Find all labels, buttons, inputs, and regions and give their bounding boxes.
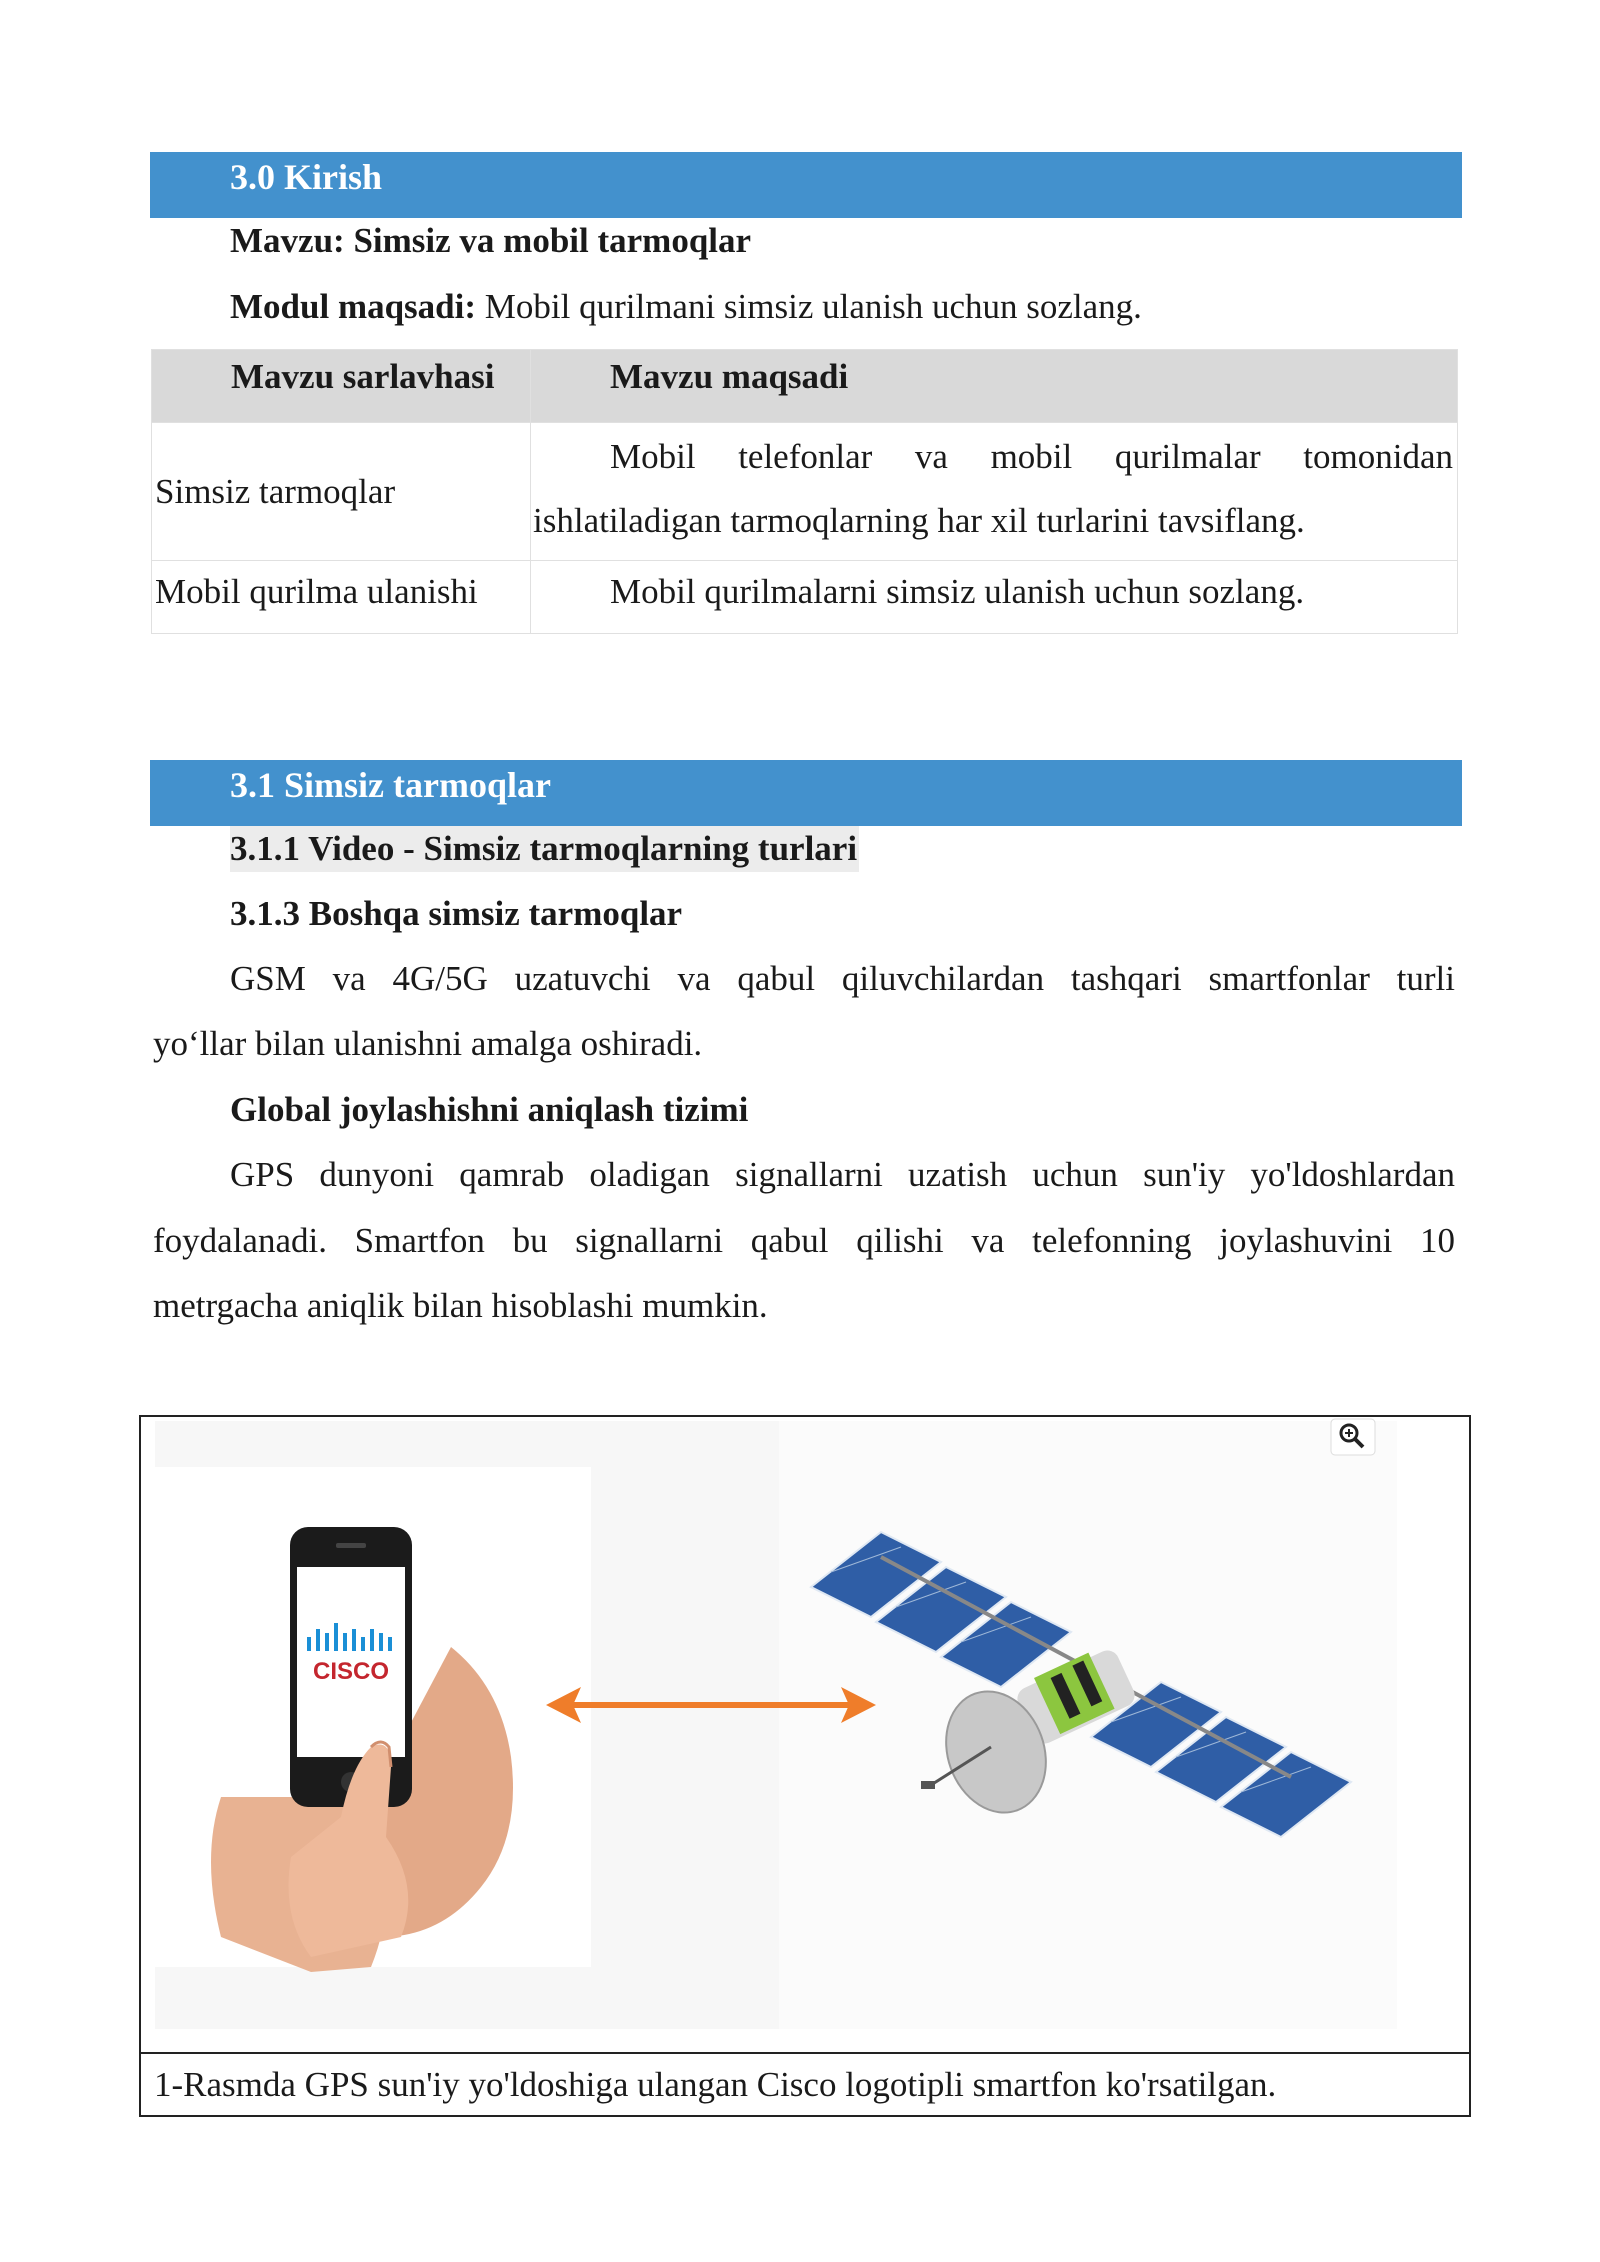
- figure-divider: [141, 2052, 1469, 2054]
- row-goal-line: ishlatiladigan tarmoqlarning har xil turlarini tavsiflang.: [533, 501, 1305, 540]
- table-row: [152, 423, 1458, 561]
- table-row: [152, 561, 1458, 634]
- paragraph-line: GSM va 4G/5G uzatuvchi va qabul qiluvchilardan tashqari smartfonlar turli: [230, 959, 1455, 998]
- table-cell-goal: [531, 423, 1458, 561]
- table-cell-goal: [531, 561, 1458, 634]
- row-title: Simsiz tarmoqlar: [155, 471, 396, 511]
- paragraph-line: yo‘llar bilan ulanishni amalga oshiradi.: [153, 1024, 703, 1063]
- cisco-logo-text: CISCO: [312, 1658, 390, 1685]
- subheading-gps: Global joylashishni aniqlash tizimi: [230, 1090, 749, 1129]
- subheading-video: 3.1.1 Video - Simsiz tarmoqlarning turlari: [230, 826, 859, 872]
- table-cell-title: [152, 423, 531, 561]
- figure-box: [139, 1415, 1471, 2117]
- objectives-table: [151, 349, 1458, 634]
- table-cell-title: [152, 561, 531, 634]
- topic-label: Mavzu:: [230, 221, 345, 260]
- paragraph-line: metrgacha aniqlik bilan hisoblashi mumkin.: [153, 1286, 768, 1325]
- module-goal-label: Modul maqsadi:: [230, 287, 477, 326]
- row-goal-line: Mobil qurilmalarni simsiz ulanish uchun sozlang.: [610, 572, 1305, 611]
- figure-caption: 1-Rasmda GPS sun'iy yo'ldoshiga ulangan Cisco logotipli smartfon ko'rsatilgan.: [154, 2065, 1277, 2104]
- figure-illustration: [141, 1417, 1469, 2049]
- subheading-other-networks: 3.1.3 Boshqa simsiz tarmoqlar: [230, 894, 683, 933]
- header-topic-title: Mavzu sarlavhasi: [231, 357, 495, 396]
- paragraph-line: GPS dunyoni qamrab oladigan signallarni uzatish uchun sun'iy yo'ldoshlardan: [230, 1155, 1455, 1194]
- table-header-cell: [152, 350, 531, 423]
- topic-value: Simsiz va mobil tarmoqlar: [353, 221, 752, 260]
- section-heading-bar: [150, 152, 1462, 218]
- section-heading-bar: [150, 760, 1462, 826]
- module-goal-line: [230, 284, 1142, 330]
- table-header-row: [152, 350, 1458, 423]
- section-heading: 3.0 Kirish: [230, 157, 383, 197]
- paragraph-line: foydalanadi. Smartfon bu signallarni qabul qilishi va telefonning joylashuvini 10: [153, 1221, 1455, 1260]
- header-topic-goal: Mavzu maqsadi: [610, 357, 849, 396]
- topic-line: [230, 218, 751, 264]
- row-title: Mobil qurilma ulanishi: [155, 572, 478, 611]
- module-goal-value: Mobil qurilmani simsiz ulanish uchun sozlang.: [484, 287, 1142, 326]
- row-goal-line: Mobil telefonlar va mobil qurilmalar tomonidan: [610, 437, 1453, 476]
- table-header-cell: [531, 350, 1458, 423]
- zoom-in-icon[interactable]: [1331, 1419, 1375, 1455]
- section-heading: 3.1 Simsiz tarmoqlar: [230, 765, 551, 805]
